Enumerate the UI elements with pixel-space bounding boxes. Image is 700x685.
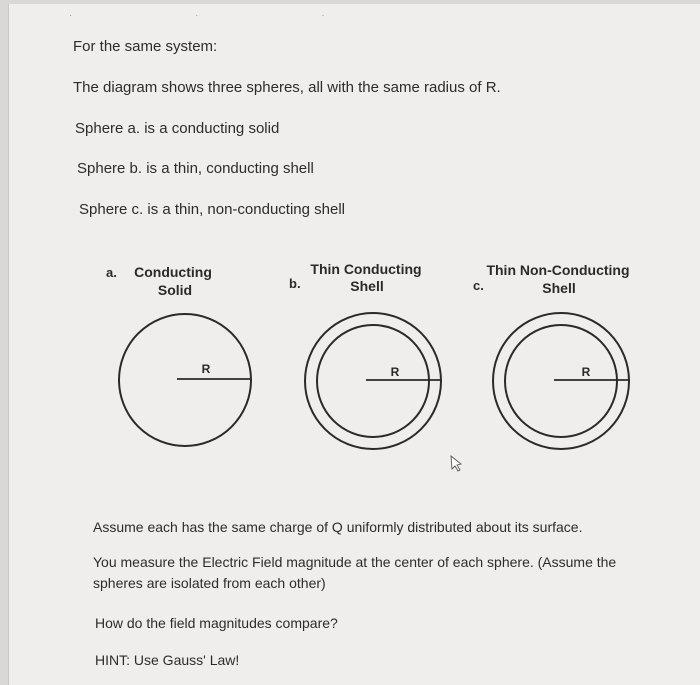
- sphere-b-radius-label: R: [390, 365, 400, 379]
- sphere-b: [289, 261, 441, 449]
- sphere-b-title-1: Thin Conducting: [310, 261, 422, 277]
- sphere-a-outline: [119, 314, 251, 446]
- sphere-a-title-2: Solid: [157, 282, 193, 298]
- sphere-c-letter: c.: [473, 278, 484, 293]
- question-line-2: You measure the Electric Field magnitude at the center of each sphere. (Assume the spheres are isolated from each other): [93, 554, 617, 591]
- intro-line-3: Sphere a. is a conducting solid: [75, 120, 280, 137]
- sphere-b-title-2: Shell: [350, 278, 384, 294]
- sphere-c-inner-outline: [505, 325, 617, 437]
- sphere-c: [473, 262, 630, 449]
- question-line-1: Assume each has the same charge of Q uniformly distributed about its surface.: [93, 519, 583, 535]
- intro-line-2: The diagram shows three spheres, all with the same radius of R.: [73, 79, 501, 96]
- mouse-cursor-icon: [451, 456, 461, 471]
- intro-line-1: For the same system:: [73, 38, 218, 55]
- question-line-4: HINT: Use Gauss' Law!: [95, 652, 240, 668]
- sphere-a-title-1: Conducting: [134, 264, 212, 280]
- sphere-a-letter: a.: [106, 265, 117, 280]
- sphere-b-letter: b.: [289, 276, 301, 291]
- sphere-c-outer-outline: [493, 313, 629, 449]
- document-page: [8, 4, 700, 685]
- sphere-a-radius-label: R: [201, 362, 211, 376]
- intro-line-4: Sphere b. is a thin, conducting shell: [77, 160, 314, 177]
- sphere-a: [106, 264, 251, 446]
- intro-line-5: Sphere c. is a thin, non-conducting shell: [79, 201, 345, 218]
- sphere-b-inner-outline: [317, 325, 429, 437]
- sphere-c-title-1: Thin Non-Conducting: [486, 262, 630, 278]
- sphere-c-title-2: Shell: [542, 280, 576, 296]
- decorative-dots: · · ·: [69, 10, 385, 21]
- sphere-b-outer-outline: [305, 313, 441, 449]
- question-line-3: How do the field magnitudes compare?: [95, 615, 338, 631]
- sphere-c-radius-label: R: [581, 365, 591, 379]
